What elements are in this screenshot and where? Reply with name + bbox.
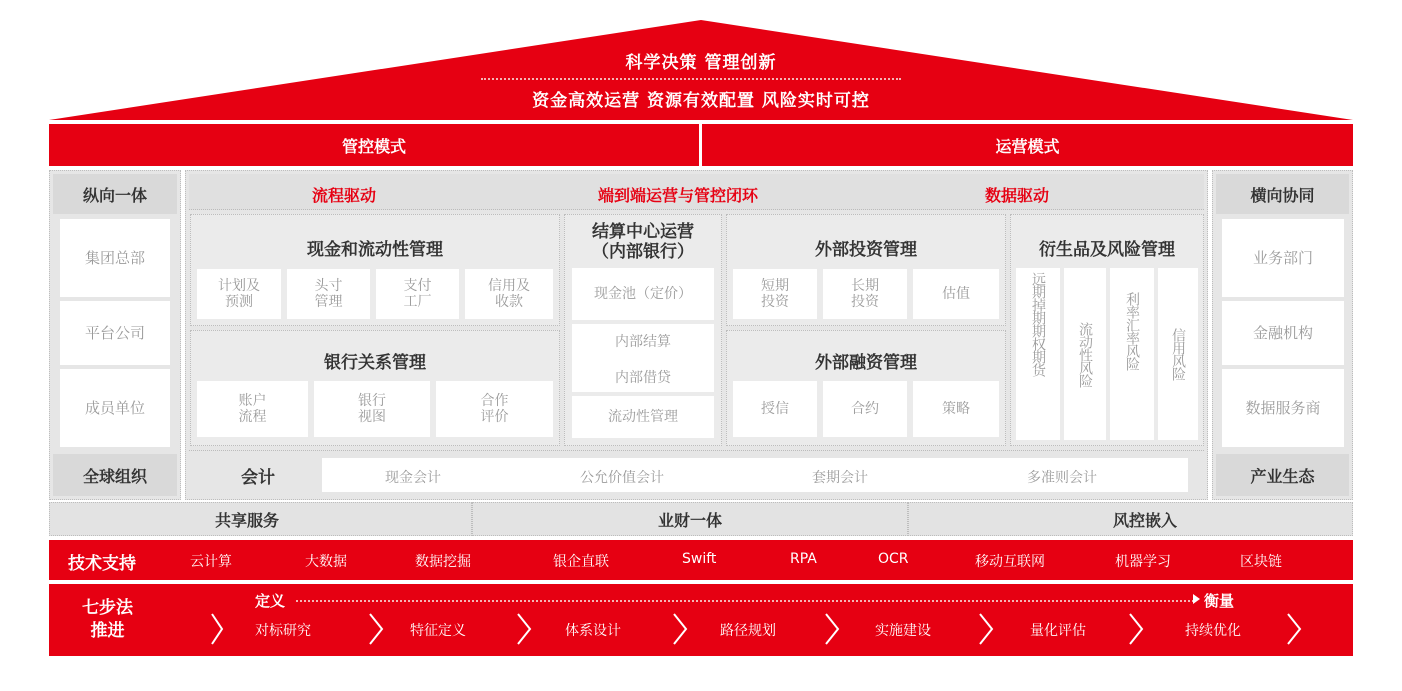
cash-item-payment: 支付 工厂 [376, 269, 459, 319]
shared-service: 共享服务 [49, 502, 472, 536]
right-col-footer: 产业生态 [1216, 454, 1349, 496]
shared-risk: 风控嵌入 [908, 502, 1353, 536]
roof-divider [481, 78, 901, 80]
right-item-data: 数据服务商 [1222, 369, 1344, 447]
accounting-fair: 公允价值会计 [580, 470, 664, 486]
driver-loop: 端到端运营与管控闭环 [598, 186, 759, 205]
cash-item-plan: 计划及 预测 [197, 269, 281, 319]
accounting-hedge: 套期会计 [812, 470, 868, 486]
step-benchmark: 对标研究 [255, 623, 311, 639]
tech-ml: 机器学习 [1115, 554, 1171, 570]
invest-item-value: 估值 [913, 269, 999, 319]
tech-swift: Swift [682, 551, 717, 567]
step-path: 路径规划 [720, 623, 776, 639]
settle-title: 结算中心运营 （内部银行） [592, 222, 694, 262]
seven-start: 定义 [255, 592, 286, 610]
tech-label: 技术支持 [68, 554, 136, 574]
step-implement: 实施建设 [875, 623, 931, 639]
step-feature: 特征定义 [410, 623, 466, 639]
settle-item-liquidity: 流动性管理 [572, 396, 714, 438]
deriv-rate-text: 利率汇率风险 [1124, 292, 1140, 370]
right-col-header: 横向协同 [1216, 174, 1349, 214]
deriv-item-rate [1110, 268, 1154, 440]
finance-item-credit: 授信 [733, 381, 817, 437]
tech-bank-link: 银企直联 [553, 554, 609, 570]
deriv-item-forward [1016, 268, 1060, 440]
mode-divider [700, 124, 702, 166]
invest-title: 外部投资管理 [815, 240, 917, 260]
bank-item-account: 账户 流程 [197, 381, 308, 437]
cash-title: 现金和流动性管理 [307, 240, 443, 260]
mode-control: 管控模式 [49, 124, 699, 166]
roof-line-2: 资金高效运营 资源有效配置 风险实时可控 [532, 91, 870, 111]
driver-data: 数据驱动 [985, 186, 1050, 205]
left-col-footer: 全球组织 [53, 454, 177, 496]
left-item-platform: 平台公司 [60, 301, 170, 365]
shared-finance: 业财一体 [472, 502, 908, 536]
tech-mobile: 移动互联网 [975, 554, 1045, 570]
cash-item-position: 头寸 管理 [287, 269, 370, 319]
deriv-title: 衍生品及风险管理 [1039, 240, 1175, 260]
seven-dotline [296, 600, 1194, 602]
right-item-fin: 金融机构 [1222, 301, 1344, 365]
settle-item-loan: 内部借贷 [615, 370, 671, 386]
bank-title: 银行关系管理 [324, 353, 426, 373]
step-system: 体系设计 [565, 623, 621, 639]
tech-rpa: RPA [790, 551, 817, 567]
accounting-cash: 现金会计 [385, 470, 441, 486]
deriv-forward-text: 远期掉期期权期货 [1030, 272, 1046, 376]
step-evaluate: 量化评估 [1030, 623, 1086, 639]
step-optimize: 持续优化 [1185, 623, 1241, 639]
seven-label: 七步法 推进 [82, 598, 133, 641]
accounting-multi: 多准则会计 [1027, 470, 1097, 486]
seven-end: 衡量 [1204, 592, 1235, 610]
bank-item-view: 银行 视图 [314, 381, 430, 437]
accounting-label: 会计 [241, 467, 275, 488]
invest-item-short: 短期 投资 [733, 269, 817, 319]
tech-bigdata: 大数据 [305, 554, 347, 570]
deriv-item-credit [1158, 268, 1198, 440]
settle-item-pool: 现金池（定价） [572, 268, 714, 320]
finance-item-contract: 合约 [823, 381, 907, 437]
driver-process: 流程驱动 [312, 186, 377, 205]
bank-item-eval: 合作 评价 [436, 381, 553, 437]
roof-line-1: 科学决策 管理创新 [625, 53, 777, 73]
settle-item-settle: 内部结算 [615, 334, 671, 350]
deriv-item-liquidity [1064, 268, 1106, 440]
tech-cloud: 云计算 [190, 554, 232, 570]
tech-blockchain: 区块链 [1240, 554, 1282, 570]
finance-title: 外部融资管理 [815, 353, 917, 373]
deriv-liquidity-text: 流动性风险 [1077, 321, 1093, 387]
mode-operation: 运营模式 [702, 124, 1353, 166]
left-col-header: 纵向一体 [53, 174, 177, 214]
arrow-right-icon [1193, 594, 1200, 604]
finance-item-strategy: 策略 [913, 381, 999, 437]
cash-item-credit: 信用及 收款 [465, 269, 553, 319]
left-item-hq: 集团总部 [60, 219, 170, 297]
invest-item-long: 长期 投资 [823, 269, 907, 319]
tech-ocr: OCR [878, 551, 909, 567]
left-item-member: 成员单位 [60, 369, 170, 447]
tech-mining: 数据挖掘 [415, 554, 471, 570]
right-item-dept: 业务部门 [1222, 219, 1344, 297]
deriv-credit-text: 信用风险 [1170, 328, 1186, 380]
